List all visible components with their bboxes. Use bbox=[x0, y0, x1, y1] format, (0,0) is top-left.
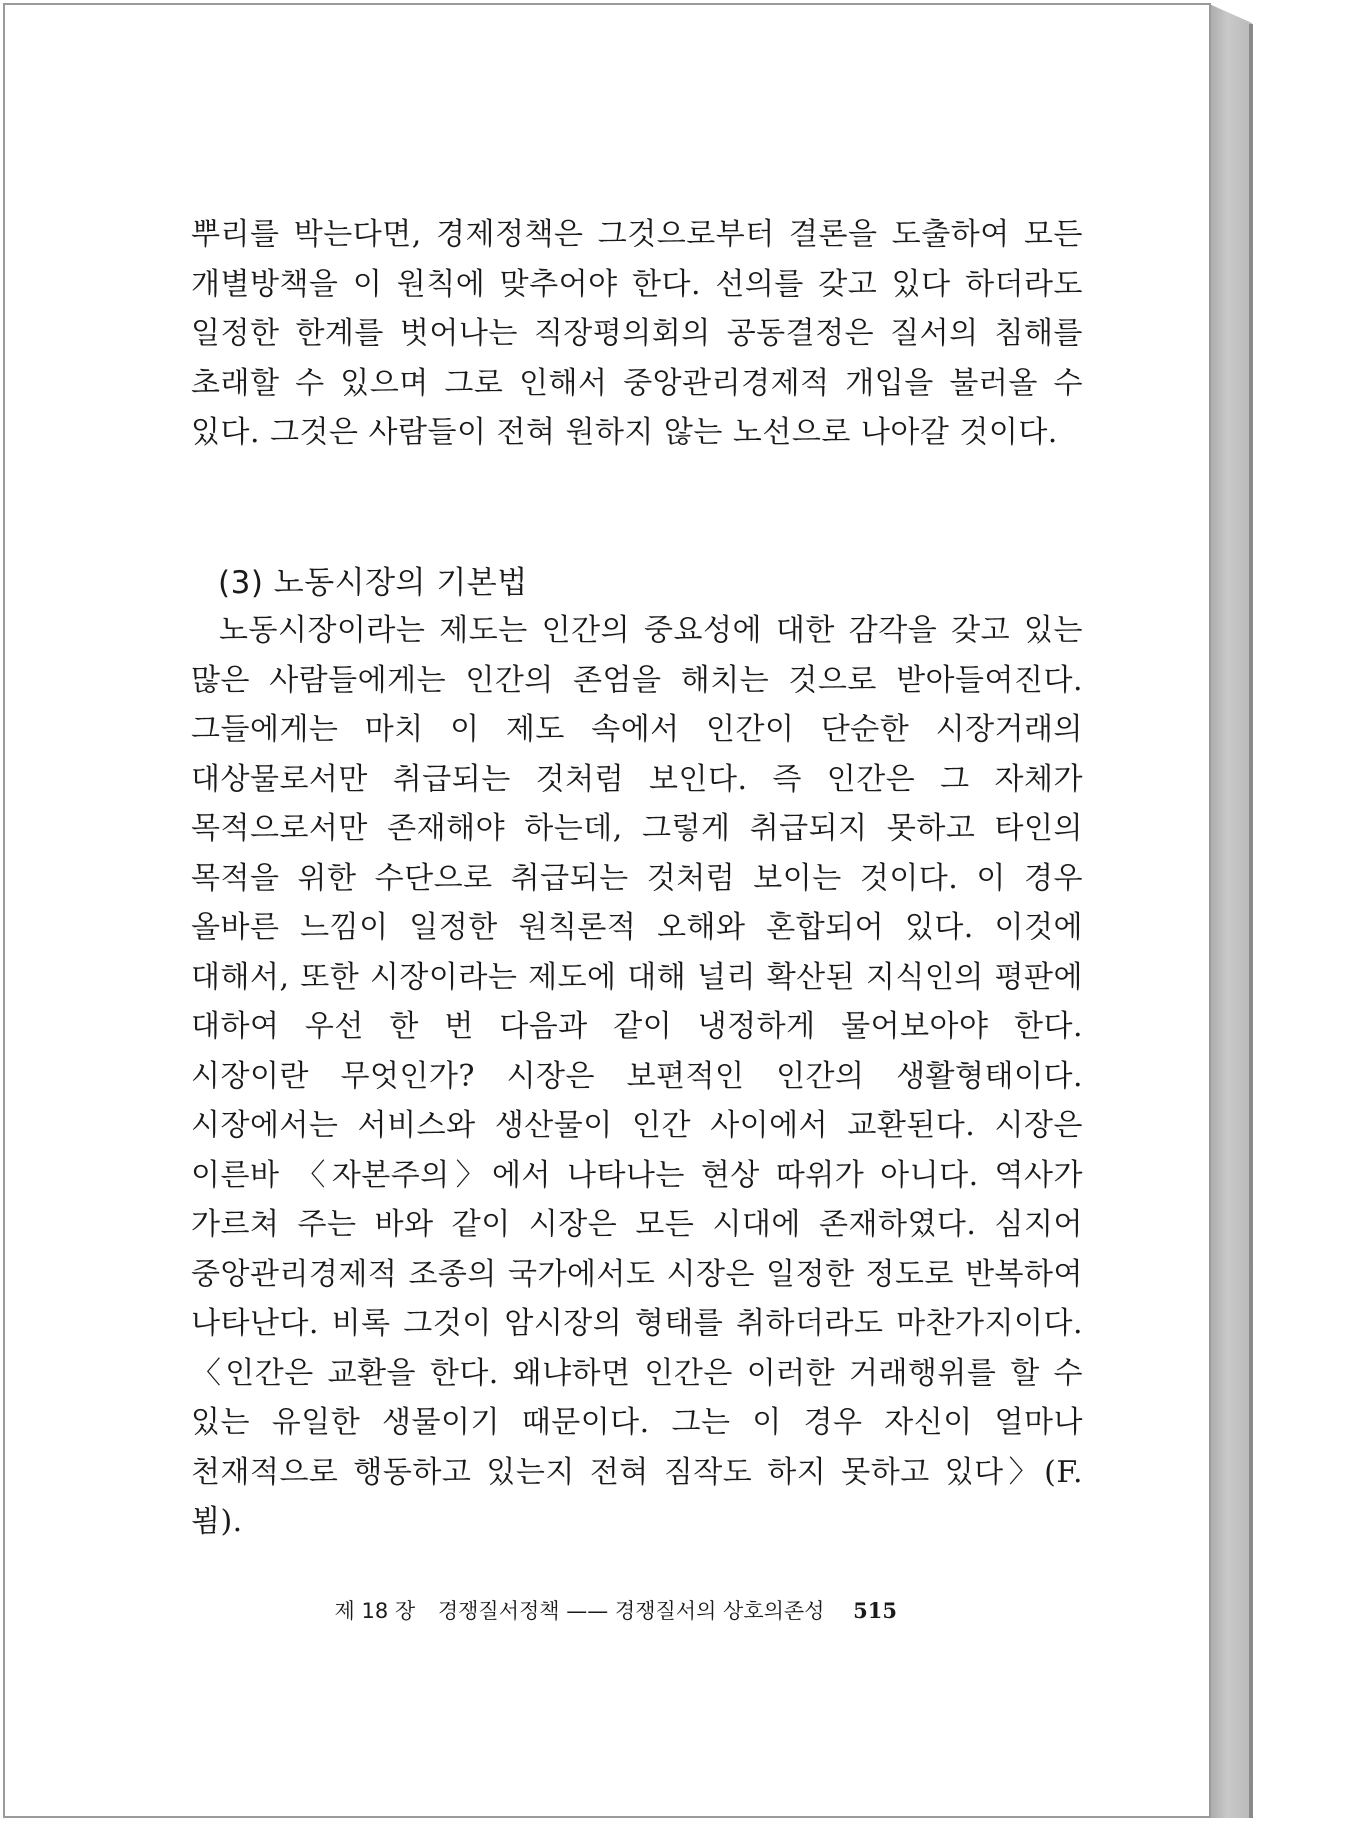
section-heading: (3) 노동시장의 기본법 bbox=[218, 565, 528, 601]
book-page bbox=[3, 3, 1211, 1818]
footer-chapter: 제 18 장 bbox=[334, 1599, 416, 1623]
page-number: 515 bbox=[853, 1598, 897, 1623]
paragraph-labor-market: 노동시장이라는 제도는 인간의 중요성에 대한 감각을 갖고 있는 많은 사람들에게는 인간의 존엄을 해치는 것으로 받아들여진다. 그들에게는 마치 이 제도 속에서 인간이 단순한 시장거래의 대상물로서만 취급되는 것처럼 보인다. 즉 인간은 그 자체가 목적으로서만 존재해야 하는데, 그렇게 취급되지 못하고 타인의 목적을 위한 수단으로 취급되는 것처럼 보이는 것이다. 이 경우 올바른 느낌이 일정한 원칙론적 오해와 혼합되어 있다. 이것에 대해서, 또한 시장이라는 제도에 대해 널리 확산된 지식인의 평판에 대하여 우선 한 번 다음과 같이 냉정하게 물어보아야 한다. 시장이란 무엇인가? 시장은 보편적인 인간의 생활형태이다. 시장에서는 서비스와 생산물이 인간 사이에서 교환된다. 시장은 이른바 〈자본주의〉에서 나타나는 현상 따위가 아니다. 역사가 가르쳐 주는 바와 같이 시장은 모든 시대에 존재하였다. 심지어 중앙관리경제적 조종의 국가에서도 시장은 일정한 정도로 반복하여 나타난다. 비록 그것이 암시장의 형태를 취하더라도 마찬가지이다. 〈인간은 교환을 한다. 왜냐하면 인간은 이러한 거래행위를 할 수 있는 유일한 생물이기 때문이다. 그는 이 경우 자신이 얼마나 천재적으로 행동하고 있는지 전혀 짐작도 하지 못하고 있다〉(F. 뵘). bbox=[191, 613, 1083, 1539]
page-edge bbox=[1207, 3, 1252, 1818]
paragraph-continuation: 뿌리를 박는다면, 경제정책은 그것으로부터 결론을 도출하여 모든 개별방책을 이 원칙에 맞추어야 한다. 선의를 갖고 있다 하더라도 일정한 한계를 벗어나는 직장평의회의 공동결정은 질서의 침해를 초래할 수 있으며 그로 인해서 중앙관리경제적 개입을 불러올 수 있다. 그것은 사람들이 전혀 원하지 않는 노선으로 나아갈 것이다. bbox=[191, 217, 1083, 450]
footer-title: 경쟁질서정책 —— 경쟁질서의 상호의존성 bbox=[437, 1599, 825, 1623]
running-footer bbox=[335, 1595, 897, 1626]
page-edge-shadow bbox=[1249, 24, 1253, 1818]
